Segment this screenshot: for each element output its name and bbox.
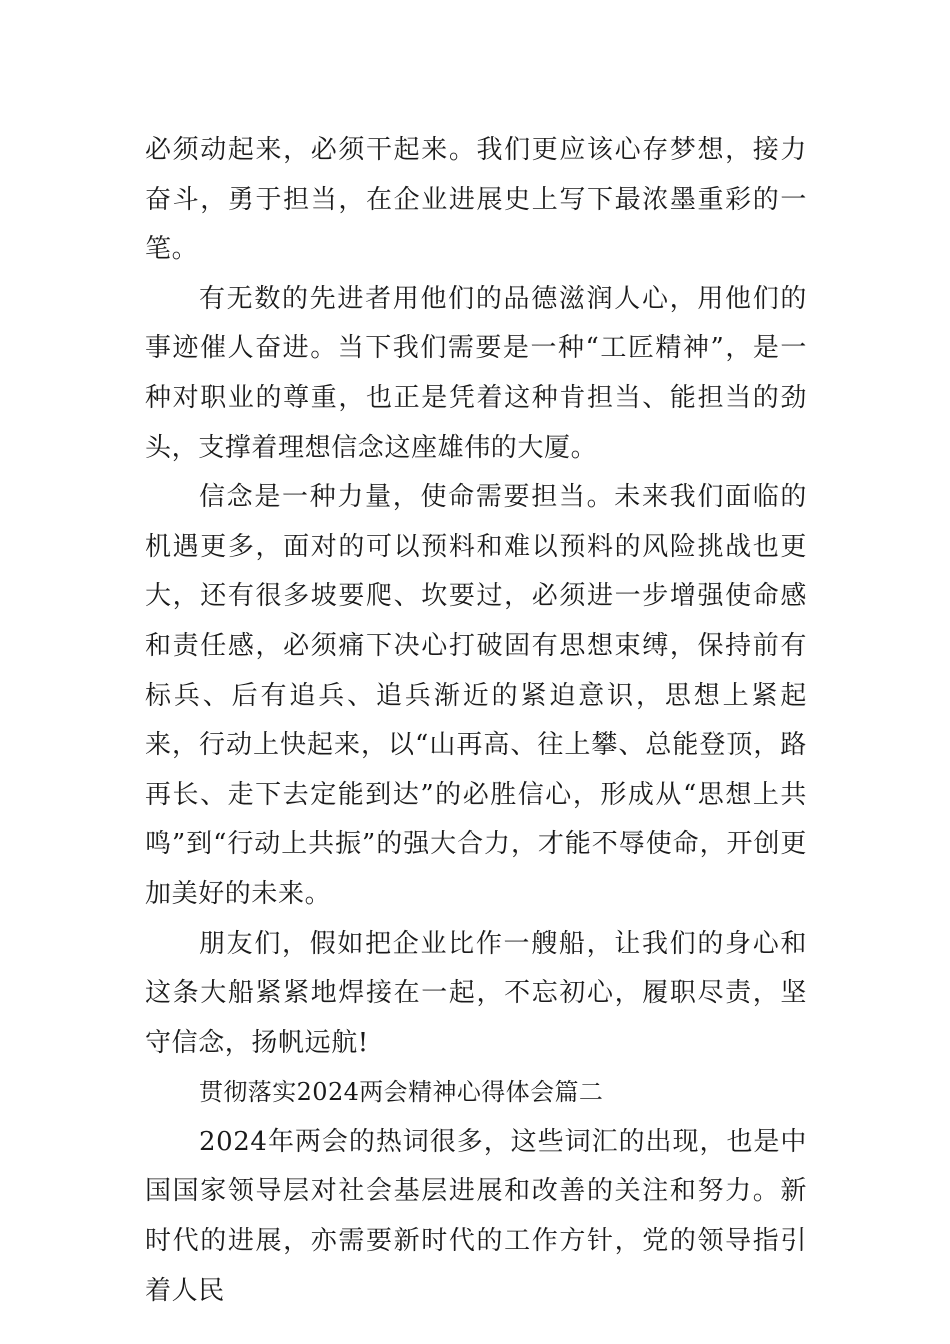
paragraph-2: 有无数的先进者用他们的品德滋润人心，用他们的事迹催人奋进。当下我们需要是一种“工匠精神”，是一种对职业的尊重，也正是凭着这种肯担当、能担当的劲头，支撑着理想信念这座雄伟的大厦。 (145, 283, 807, 463)
section-heading: 贯彻落实2024两会精神心得体会篇二 (199, 1078, 604, 1107)
paragraph-1: 必须动起来，必须干起来。我们更应该心存梦想，接力奋斗，勇于担当，在企业进展史上写下最浓墨重彩的一笔。 (145, 135, 807, 265)
paragraph-4: 朋友们，假如把企业比作一艘船，让我们的身心和这条大船紧紧地焊接在一起，不忘初心，履职尽责，坚守信念，扬帆远航! (145, 928, 807, 1058)
paragraph-3: 信念是一种力量，使命需要担当。未来我们面临的机遇更多，面对的可以预料和难以预料的风险挑战也更大，还有很多坡要爬、坎要过，必须进一步增强使命感和责任感，必须痛下决心打破固有思想束缚，保持前有标兵、后有追兵、追兵渐近的紧迫意识，思想上紧起来，行动上快起来，以“山再高、往上攀、总能登顶，路再长、走下去定能到达”的必胜信心，形成从“思想上共鸣”到“行动上共振”的强大合力，才能不辱使命，开创更加美好的未来。 (145, 482, 807, 909)
paragraph-5: 2024年两会的热词很多，这些词汇的出现，也是中国国家领导层对社会基层进展和改善的关注和努力。新时代的进展，亦需要新时代的工作方针，党的领导指引着人民 (145, 1126, 807, 1306)
document-body (145, 126, 807, 1316)
